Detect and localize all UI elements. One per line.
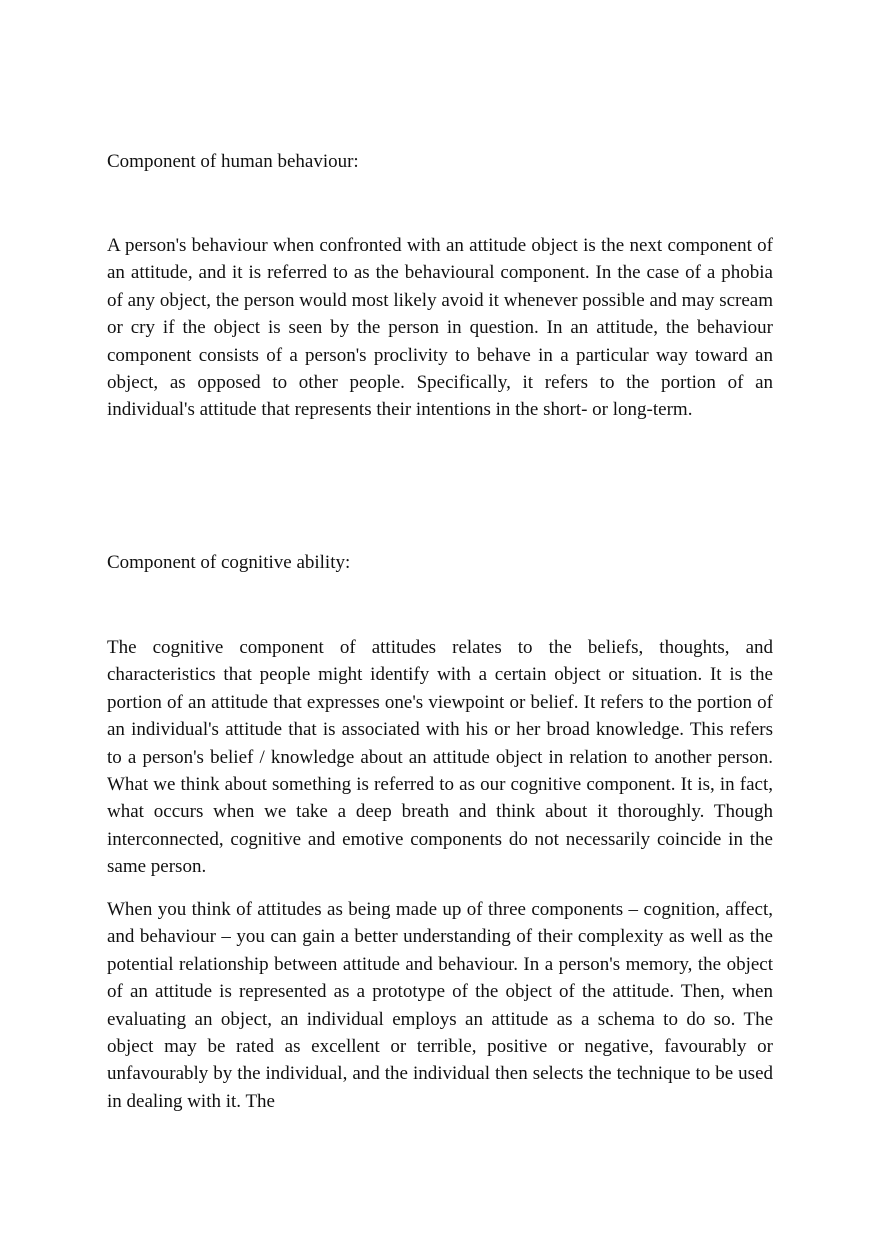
section-heading-human-behaviour: Component of human behaviour: <box>107 151 359 172</box>
paragraph-cognitive-component: The cognitive component of attitudes relates to the beliefs, thoughts, and characteristics that people might identify with a certain object or situation. It is the portion of an attitude that expresses one's viewpoint or belief. It refers to the portion of an individual's attitude that is associated with his or her broad knowledge. This refers to a person's belief / knowledge about an attitude object in relation to another person. What we think about something is referred to as our cognitive component. It is, in fact, what occurs when we take a deep breath and think about it thoroughly. Though interconnected, cognitive and emotive components do not necessarily coincide in the same person. <box>107 637 773 878</box>
paragraph-three-components: When you think of attitudes as being made up of three components – cognition, affect, and behaviour – you can gain a better understanding of their complexity as well as the potential relationship between attitude and behaviour. In a person's memory, the object of an attitude is represented as a prototype of the object of the attitude. Then, when evaluating an object, an individual employs an attitude as a schema to do so. The object may be rated as excellent or terrible, positive or negative, favourably or unfavourably by the individual, and the individual then selects the technique to be used in dealing with it. The <box>107 899 773 1112</box>
section-heading-cognitive-ability: Component of cognitive ability: <box>107 552 351 573</box>
paragraph-behavioural-component: A person's behaviour when confronted with an attitude object is the next component of an attitude, and it is referred to as the behavioural component. In the case of a phobia of any object, the person would most likely avoid it whenever possible and may scream or cry if the object is seen by the person in question. In an attitude, the behaviour component consists of a person's proclivity to behave in a particular way toward an object, as opposed to other people. Specifically, it refers to the portion of an individual's attitude that represents their intentions in the short- or long-term. <box>107 235 773 421</box>
